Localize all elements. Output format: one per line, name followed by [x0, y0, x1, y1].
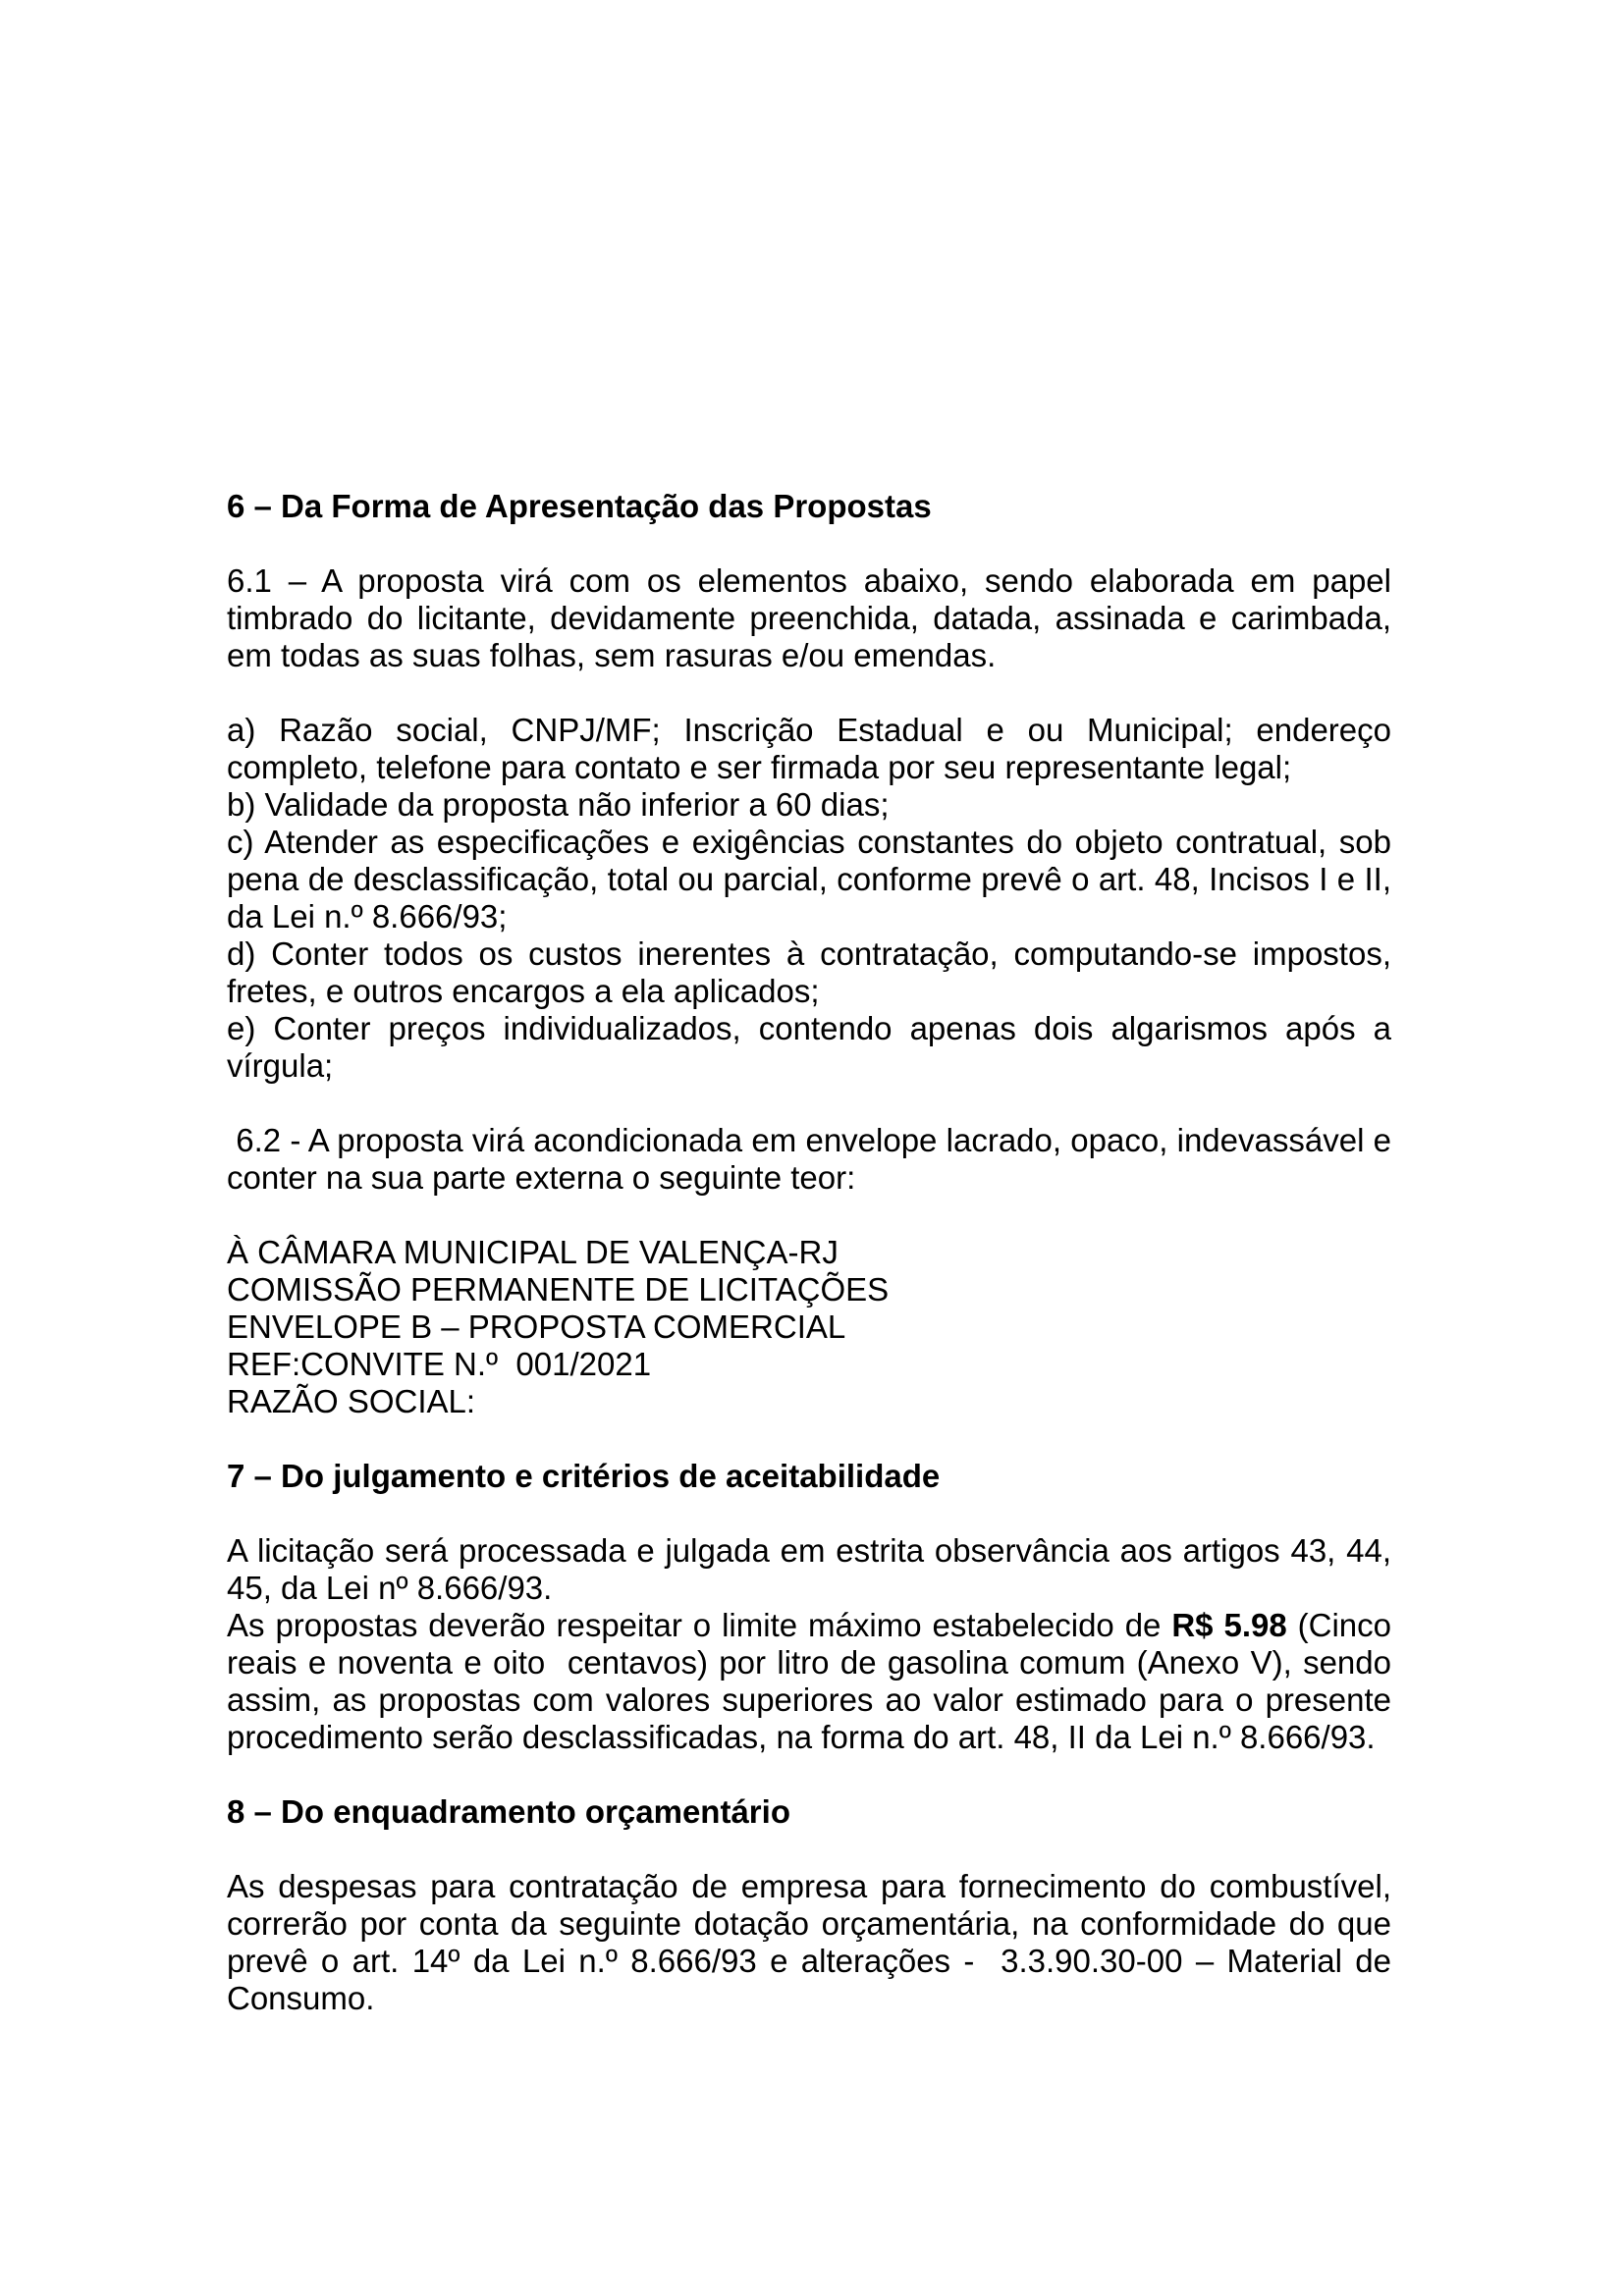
paragraph-6-2 [227, 1122, 1401, 1197]
bold-text: R$ 5.98 [1171, 1607, 1287, 1643]
paragraph-7-1 [227, 1532, 1401, 1607]
body-text: d) Conter todos os custos inerentes à contratação, computando-se impostos, fretes, e outros encargos a ela aplicados; [227, 935, 1401, 1009]
envelope-label-line: ENVELOPE B – PROPOSTA COMERCIAL [227, 1308, 846, 1345]
envelope-label-line: REF:CONVITE N.º 001/2021 [227, 1346, 652, 1382]
bold-text: 8 – Do enquadramento orçamentário [227, 1793, 790, 1830]
blank-line [227, 1495, 1391, 1532]
body-text: As propostas deverão respeitar o limite máximo estabelecido de [227, 1607, 1172, 1643]
list-item-e [227, 1010, 1401, 1085]
envelope-label-line: RAZÃO SOCIAL: [227, 1383, 476, 1419]
blank-line [227, 674, 1391, 712]
blank-line [227, 1756, 1391, 1793]
bold-text: 6 – Da Forma de Apresentação das Propostas [227, 488, 932, 524]
body-text: b) Validade da proposta não inferior a 60 dias; [227, 786, 890, 823]
blank-line [227, 1831, 1391, 1868]
section-7-heading [227, 1458, 1391, 1495]
document-content [227, 488, 1401, 2017]
list-item-c [227, 824, 1401, 935]
blank-line [227, 1420, 1391, 1458]
body-text: 6.1 – A proposta virá com os elementos abaixo, sendo elaborada em papel timbrado do licitante, devidamente preenchida, datada, assinada e carimbada, em todas as suas folhas, sem rasuras e/ou emendas. [227, 562, 1401, 673]
list-item-b [227, 786, 1391, 824]
body-text: A licitação será processada e julgada em estrita observância aos artigos 43, 44, 45, da Lei nº 8.666/93. [227, 1532, 1401, 1606]
body-text: (Cinco reais e noventa e oito centavos) por litro de gasolina comum (Anexo V), sendo assim, as propostas com valores superiores ao valor estimado para o presente procedimento serão desclassificadas, na forma do art. 48, II da Lei n.º 8.666/93. [227, 1607, 1401, 1755]
envelope-label-line: COMISSÃO PERMANENTE DE LICITAÇÕES [227, 1271, 890, 1308]
section-8-heading [227, 1793, 1391, 1831]
body-text: 6.2 - A proposta virá acondicionada em envelope lacrado, opaco, indevassável e conter na sua parte externa o seguinte teor: [227, 1122, 1401, 1196]
paragraph-7-2 [227, 1607, 1401, 1756]
paragraph-6-1 [227, 562, 1401, 674]
blank-line [227, 525, 1391, 562]
list-item-d [227, 935, 1401, 1010]
list-item-a [227, 712, 1401, 786]
body-text: a) Razão social, CNPJ/MF; Inscrição Estadual e ou Municipal; endereço completo, telefone para contato e ser firmada por seu representante legal; [227, 712, 1401, 785]
body-text: As despesas para contratação de empresa para fornecimento do combustível, correrão por conta da seguinte dotação orçamentária, na conformidade do que prevê o art. 14º da Lei n.º 8.666/93 e alterações - 3.3.90.30-00 – Material de Consumo. [227, 1868, 1401, 2016]
blank-line [227, 1085, 1391, 1122]
envelope-label-line: À CÂMARA MUNICIPAL DE VALENÇA-RJ [227, 1234, 839, 1270]
envelope-label-block [227, 1234, 1391, 1420]
bold-text: 7 – Do julgamento e critérios de aceitabilidade [227, 1458, 941, 1494]
body-text: e) Conter preços individualizados, contendo apenas dois algarismos após a vírgula; [227, 1010, 1401, 1084]
section-6-heading [227, 488, 1391, 525]
blank-line [227, 1197, 1391, 1234]
body-text: c) Atender as especificações e exigências constantes do objeto contratual, sob pena de desclassificação, total ou parcial, conforme prevê o art. 48, Incisos I e II, da Lei n.º 8.666/93; [227, 824, 1401, 934]
paragraph-8-1 [227, 1868, 1401, 2017]
